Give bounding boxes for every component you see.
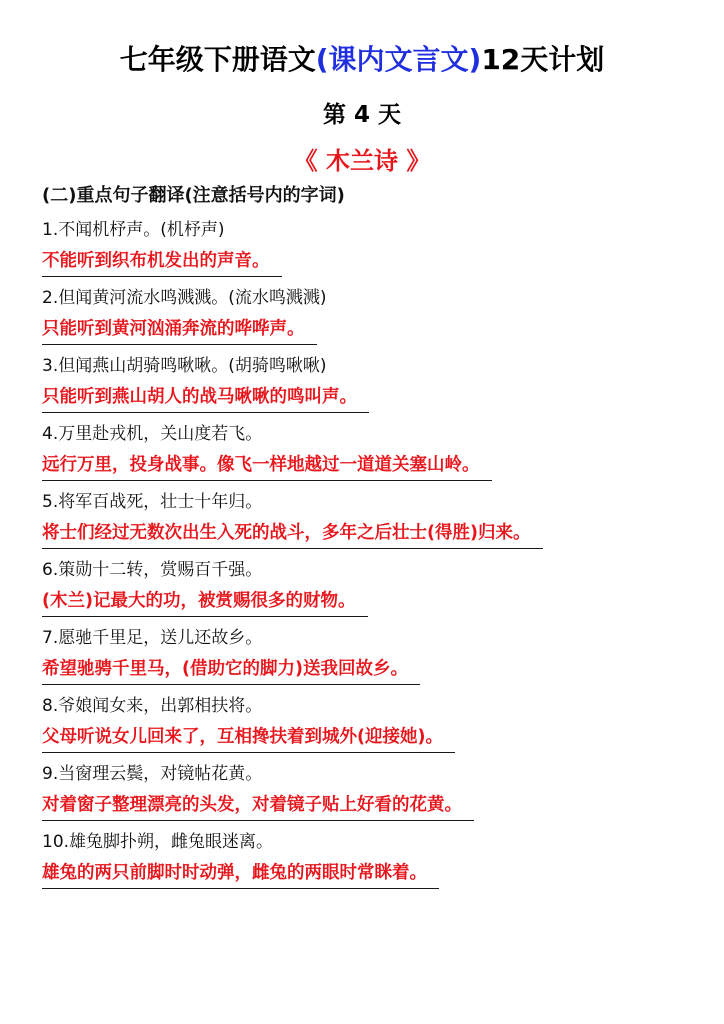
sentence: 1.不闻机杼声。(机杼声) xyxy=(42,220,225,240)
translation: 不能听到织布机发出的声音。 xyxy=(42,246,282,277)
sentence: 5.将军百战死，壮士十年归。 xyxy=(42,492,263,512)
translation-list xyxy=(42,214,702,894)
translation: (木兰)记最大的功，被赏赐很多的财物。 xyxy=(42,586,368,617)
title-prefix: 七年级下册语文 xyxy=(119,43,316,76)
list-item xyxy=(42,622,702,690)
translation: 雄兔的两只前脚时时动弹，雌兔的两眼时常眯着。 xyxy=(42,858,439,889)
list-item xyxy=(42,690,702,758)
translation: 只能听到燕山胡人的战马啾啾的鸣叫声。 xyxy=(42,382,369,413)
list-item xyxy=(42,486,702,554)
list-item xyxy=(42,282,702,350)
list-item xyxy=(42,350,702,418)
title-highlight: (课内文言文) xyxy=(315,43,482,76)
section-heading: (二)重点句子翻译(注意括号内的字词) xyxy=(42,185,345,206)
list-item xyxy=(42,826,702,894)
list-item xyxy=(42,418,702,486)
sentence: 10.雄兔脚扑朔，雌兔眼迷离。 xyxy=(42,832,274,852)
translation: 远行万里，投身战事。像飞一样地越过一道道关塞山岭。 xyxy=(42,450,492,481)
translation: 只能听到黄河汹涌奔流的哗哗声。 xyxy=(42,314,317,345)
list-item xyxy=(42,214,702,282)
list-item xyxy=(42,758,702,826)
title-suffix: 12天计划 xyxy=(481,43,605,76)
sentence: 4.万里赴戎机，关山度若飞。 xyxy=(42,424,263,444)
day-label: 第 4 天 xyxy=(322,102,402,128)
sentence: 2.但闻黄河流水鸣溅溅。(流水鸣溅溅) xyxy=(42,288,327,308)
sentence: 8.爷娘闻女来，出郭相扶将。 xyxy=(42,696,263,716)
sentence: 3.但闻燕山胡骑鸣啾啾。(胡骑鸣啾啾) xyxy=(42,356,327,376)
translation: 对着窗子整理漂亮的头发，对着镜子贴上好看的花黄。 xyxy=(42,790,474,821)
translation: 将士们经过无数次出生入死的战斗，多年之后壮士(得胜)归来。 xyxy=(42,518,543,549)
lesson-title: 《 木兰诗 》 xyxy=(293,147,431,175)
translation: 希望驰骋千里马，(借助它的脚力)送我回故乡。 xyxy=(42,654,420,685)
translation: 父母听说女儿回来了，互相搀扶着到城外(迎接她)。 xyxy=(42,722,455,753)
sentence: 6.策勋十二转，赏赐百千强。 xyxy=(42,560,263,580)
sentence: 7.愿驰千里足，送儿还故乡。 xyxy=(42,628,263,648)
list-item xyxy=(42,554,702,622)
sentence: 9.当窗理云鬓，对镜帖花黄。 xyxy=(42,764,263,784)
page-title xyxy=(0,40,724,80)
